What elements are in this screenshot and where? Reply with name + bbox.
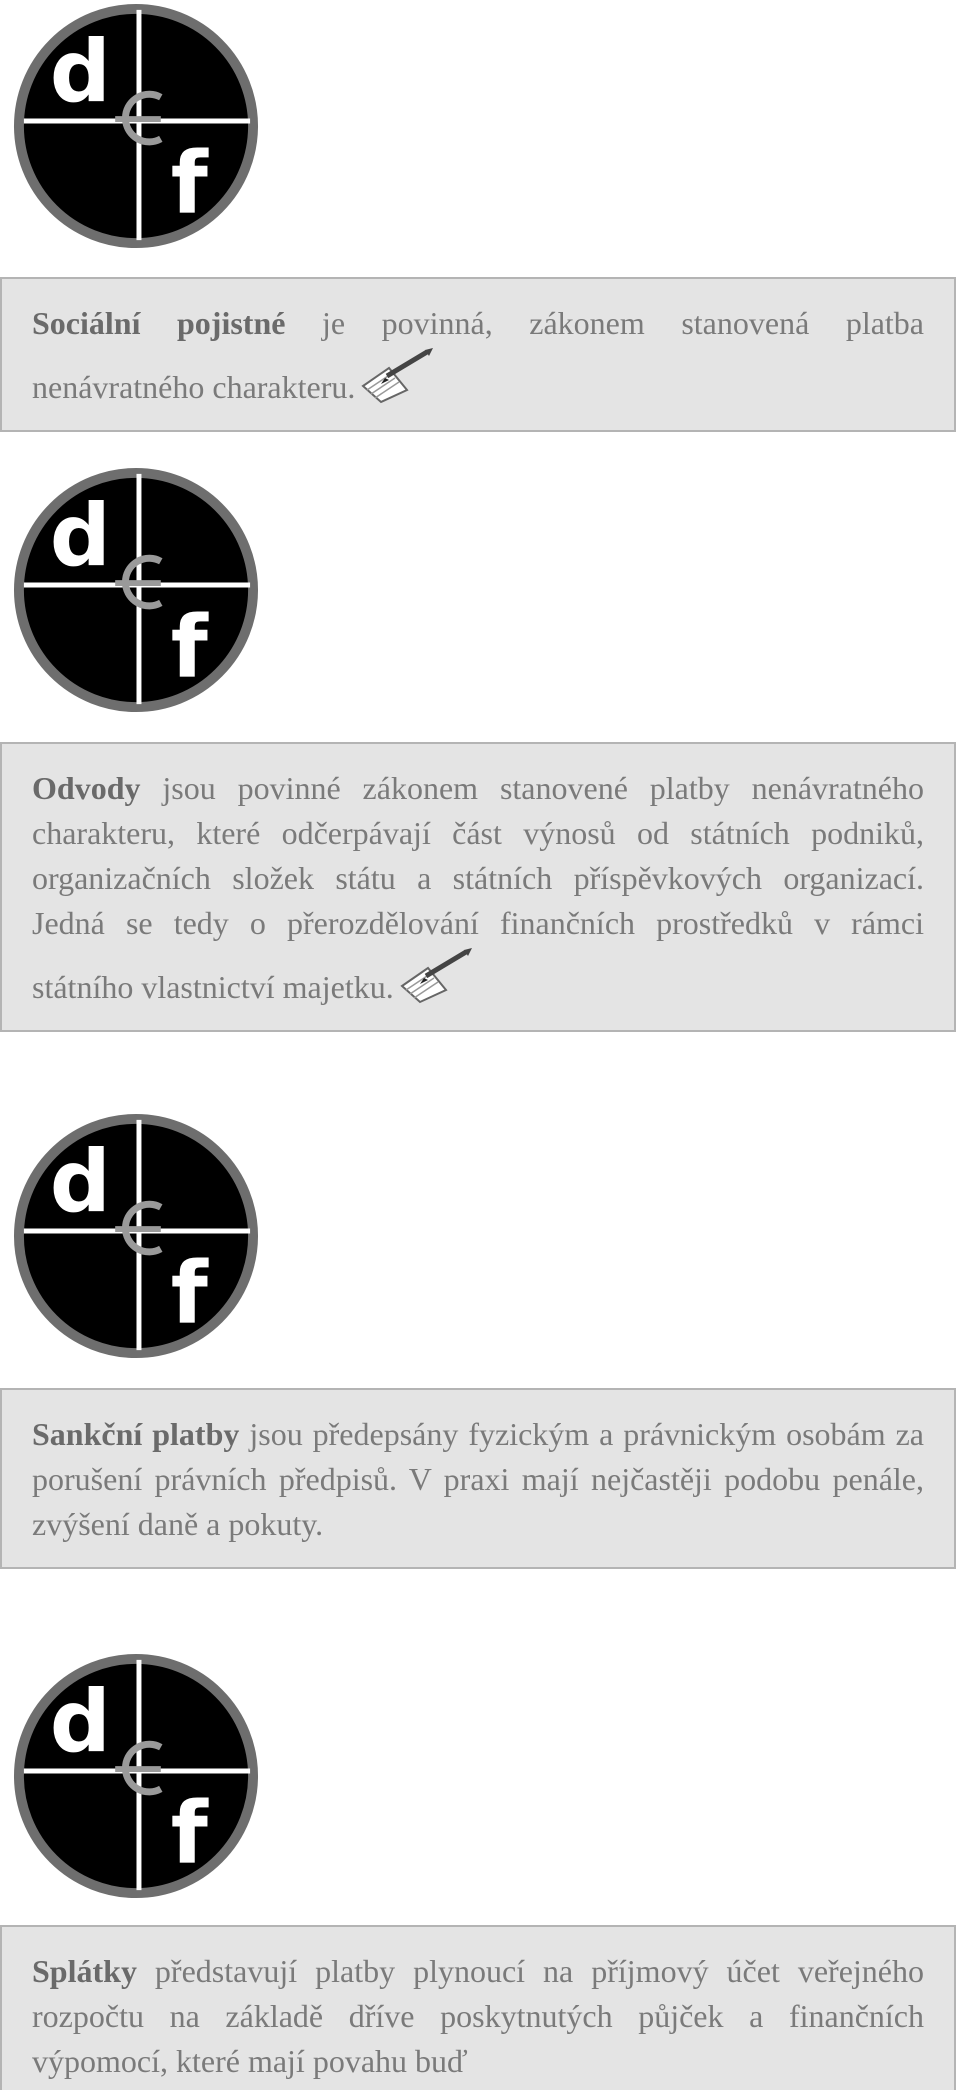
logo-letter-d: d [49, 487, 111, 587]
logo-letter-d: d [49, 1133, 111, 1233]
definition-text: je povinná, zákonem stanovená platba nenávratného charakteru. [32, 305, 925, 405]
logo-letter-d: d [49, 23, 111, 123]
logo-letter-f: f [170, 1244, 208, 1344]
definition-term: Splátky [32, 1953, 137, 1989]
def-logo-icon [12, 2, 260, 250]
def-logo-icon [12, 1112, 260, 1360]
definition-box-levies [0, 742, 956, 1032]
logo-letter-f: f [170, 598, 208, 698]
definition-term: Sociální pojistné [32, 305, 286, 341]
def-logo-icon [12, 466, 260, 714]
notepad-pencil-icon [357, 346, 437, 404]
logo-letter-d: d [49, 1673, 111, 1773]
logo-letter-f: f [170, 134, 208, 234]
definition-text: jsou povinné zákonem stanovené platby nenávratného charakteru, které odčerpávají část výnosů od státních podniků, organizačních složek státu a státních příspěvkových organizací. Jedná se tedy o přerozdělování finančních prostředků v rámci státního vlastnictví majetku. [32, 770, 924, 1005]
definition-box-social-insurance [0, 277, 956, 432]
definition-term: Sankční platby [32, 1416, 240, 1452]
definition-box-repayments [0, 1925, 956, 2090]
definition-text: představují platby plynoucí na příjmový účet veřejného rozpočtu na základě dříve poskytnutých půjček a finančních výpomocí, které mají povahu buď [32, 1953, 924, 2079]
notepad-pencil-icon [396, 946, 476, 1004]
definition-box-sanction-payments [0, 1388, 956, 1569]
def-logo-icon [12, 1652, 260, 1900]
logo-letter-f: f [170, 1784, 208, 1884]
definition-term: Odvody [32, 770, 141, 806]
definition-text: jsou předepsány fyzickým a právnickým osobám za porušení právních předpisů. V praxi mají nejčastěji podobu penále, zvýšení daně a pokuty. [32, 1416, 925, 1542]
